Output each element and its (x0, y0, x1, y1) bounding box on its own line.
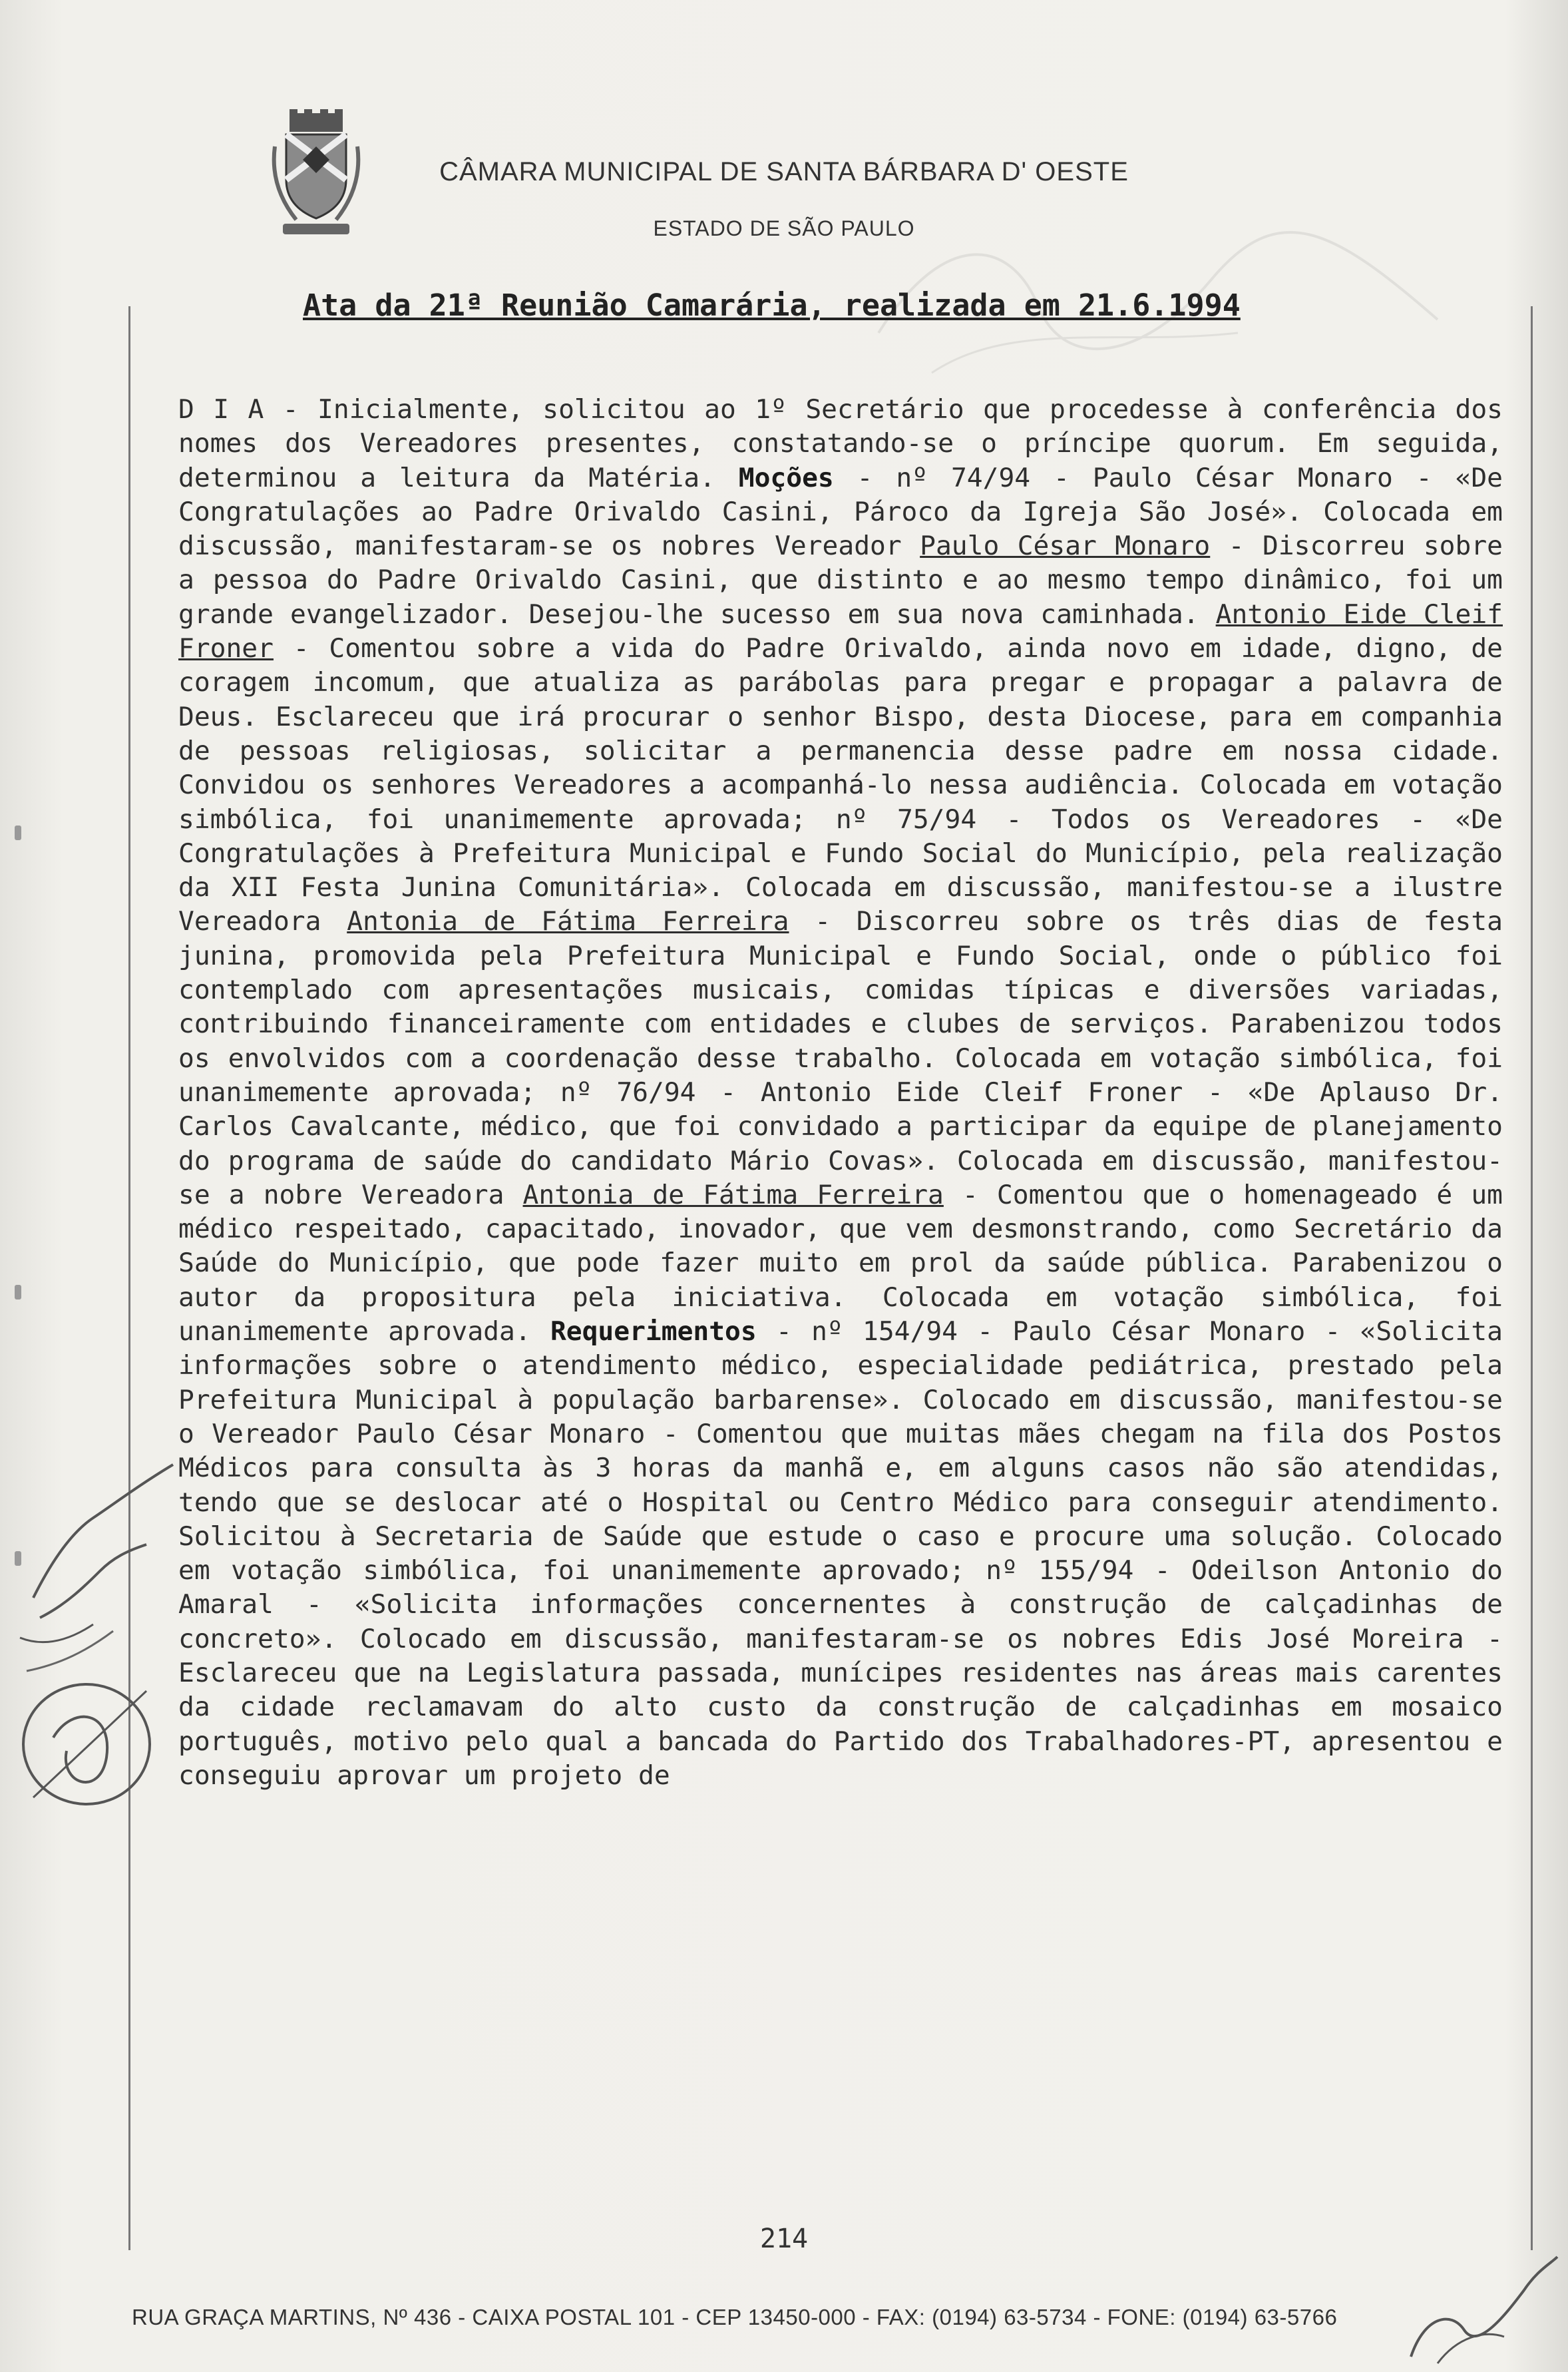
footer-initials (1398, 2237, 1564, 2370)
right-margin-rule (1531, 306, 1533, 2250)
requerimentos-heading: Requerimentos (550, 1316, 757, 1347)
footer-address: RUA GRAÇA MARTINS, Nº 436 - CAIXA POSTAL 101 - CEP 13450-000 - FAX: (0194) 63-5734 - FONE: (0194) 63-5766 (132, 2305, 1338, 2329)
scan-edge-mark (15, 1285, 21, 1300)
speaker-name: Antonio Eide Cleif Froner (178, 598, 1503, 664)
document-title: Ata da 21ª Reunião Camarária, realizada em 21.6.1994 (303, 288, 1241, 323)
paragraph-segment: - nº 154/94 - Paulo César Monaro - «Solicita informações sobre o atendimento médico, especialidade pediátrica, prestado pela Prefeitura Municipal à população barbarense». Colocado em discussão, manifestou-se o Vereador Paulo César Monaro - Comentou que muitas mães chegam na fila dos Postos Médicos para consulta às 3 horas da manhã e, em alguns casos não são atendidas, tendo que se deslocar até o Hospital ou Centro Médico para conseguir atendimento. Solicitou à Secretaria de Saúde que estude o caso e procure uma solução. Colocado em votação simbólica, foi unanimemente aprovado; nº 155/94 - Odeilson Antonio do Amaral - «Solicita informações concernentes à construção de calçadinhas de concreto». Colocado em discussão, manifestaram-se os nobres Edis José Moreira - Esclareceu que na Legislatura passada, munícipes residentes nas áreas mais carentes da cidade reclamavam do alto custo da construção de calçadinhas em mosaico português, motivo pelo qual a bancada do Partido dos Trabalhadores-PT, apresentou e conseguiu aprovar um projeto de (178, 1316, 1503, 1791)
speaker-name: Antonia de Fátima Ferreira (347, 906, 789, 937)
paragraph-segment: - Inicialmente, solicitou ao 1º Secretário que procedesse à conferência dos nomes dos Vereadores presentes, constatando-se o príncipe quorum. Em seguida, determinou a leitura da Matéria. (178, 394, 1503, 493)
minutes-body (178, 393, 1503, 1793)
mocoes-heading: Moções (738, 462, 834, 493)
dia-label: D I A (178, 394, 264, 425)
state-name: ESTADO DE SÃO PAULO (653, 216, 915, 240)
scan-edge-mark (15, 826, 21, 840)
paragraph-segment: - Comentou que o homenageado é um médico respeitado, capacitado, inovador, que vem desmonstrando, como Secretário da Saúde do Município, que pode fazer muito em prol da saúde pública. Parabenizou o autor da propositura pela iniciativa. Colocada em votação simbólica, foi unanimemente aprovada. (178, 1179, 1503, 1347)
institution-name: CÂMARA MUNICIPAL DE SANTA BÁRBARA D' OESTE (439, 157, 1129, 186)
paragraph-segment: - Discorreu sobre os três dias de festa junina, promovida pela Prefeitura Municipal e Fundo Social, onde o público foi contemplado com apresentações musicais, comidas típicas e diversões variadas, contribuindo financeiramente com entidades e clubes de serviços. Parabenizou todos os envolvidos com a coordenação desse trabalho. Colocada em votação simbólica, foi unanimemente aprovada; nº 76/94 - Antonio Eide Cleif Froner - «De Aplauso Dr. Carlos Cavalcante, médico, que foi convidado a participar da equipe de planejamento do programa de saúde do candidato Mário Covas». Colocada em discussão, manifestou-se a nobre Vereadora (178, 906, 1503, 1210)
page-number: 214 (759, 2224, 809, 2254)
left-margin-rule (128, 306, 130, 2250)
margin-signature (13, 1451, 213, 1824)
speaker-name: Antonia de Fátima Ferreira (522, 1179, 944, 1210)
speaker-name: Paulo César Monaro (920, 531, 1211, 562)
paragraph-segment: - nº 74/94 - Paulo César Monaro - «De Congratulações ao Padre Orivaldo Casini, Pároco da Igreja São José». Colocada em discussão, manifestaram-se os nobres Vereador (178, 462, 1503, 562)
paragraph-segment: - Comentou sobre a vida do Padre Orivaldo, ainda novo em idade, digno, de coragem incomum, que atualiza as parábolas para pregar e propagar a palavra de Deus. Esclareceu que irá procurar o senhor Bispo, desta Diocese, para em companhia de pessoas religiosas, solicitar a permanencia desse padre em nossa cidade. Convidou os senhores Vereadores a acompanhá-lo nessa audiência. Colocada em votação simbólica, foi unanimemente aprovada; nº 75/94 - Todos os Vereadores - «De Congratulações à Prefeitura Municipal e Fundo Social do Município, pela realização da XII Festa Junina Comunitária». Colocada em discussão, manifestou-se a ilustre Vereadora (178, 633, 1503, 937)
paragraph-segment: - Discorreu sobre a pessoa do Padre Orivaldo Casini, que distinto e ao mesmo tempo dinâmico, foi um grande evangelizador. Desejou-lhe sucesso em sua nova caminhada. (178, 531, 1503, 630)
